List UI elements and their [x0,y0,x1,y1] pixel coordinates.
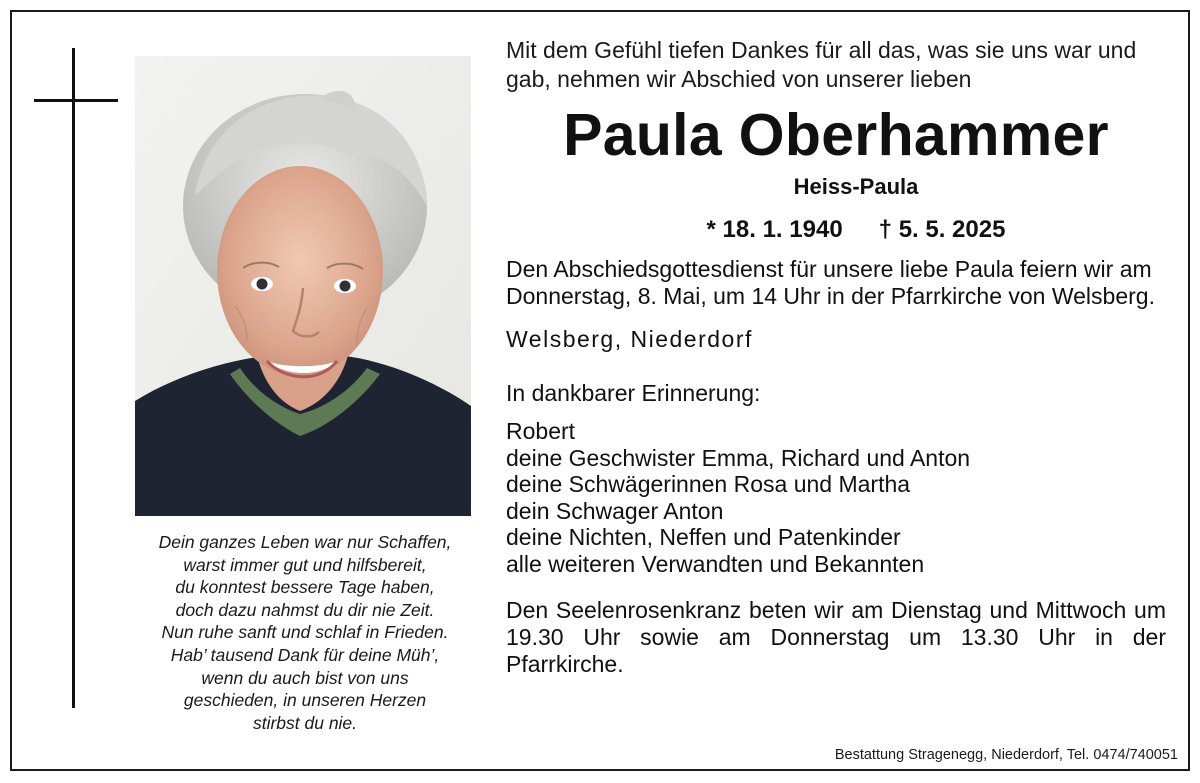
rosary-text: Den Seelenrosenkranz beten wir am Dienstag und Mittwoch um 19.30 Uhr sowie am Donnerstag um 13.30 Uhr in der Pfarrkirche. [506,597,1166,677]
birth-date: * 18. 1. 1940 [706,216,843,243]
mourner-item: alle weiteren Verwandten und Bekannten [506,550,925,577]
poem-line: wenn du auch bist von uns [201,667,409,688]
mourner-item: deine Schwägerinnen Rosa und Martha [506,471,911,497]
mourner-item: deine Nichten, Neffen und Patenkinder [506,524,901,550]
cross-icon-bar [34,99,118,102]
funeral-home-footer: Bestattung Stragenegg, Niederdorf, Tel. 0474/740051 [834,747,1178,763]
poem-line: Nun ruhe sanft und schlaf in Frieden. [161,622,449,643]
poem-line: stirbst du nie. [252,712,358,733]
cross-icon [72,48,75,708]
mourners-list [506,418,1166,577]
mourner-item: Robert [506,418,576,444]
funeral-service-text: Den Abschiedsgottesdienst für unsere liebe Paula feiern wir am Donnerstag, 8. Mai, um 14 Uhr in der Pfarrkirche von Welsberg. [506,256,1155,309]
poem-line: doch dazu nahmst du dir nie Zeit. [175,599,435,620]
poem-line: Hab’ tausend Dank für deine Müh’, [170,644,440,665]
poem-line: geschieden, in unseren Herzen [183,690,427,711]
memorial-poem [110,531,500,734]
poem-line: Dein ganzes Leben war nur Schaffen, [158,532,452,552]
mourner-item: deine Geschwister Emma, Richard und Anton [506,444,971,471]
portrait-photo [135,56,471,516]
poem-line: du konntest bessere Tage haben, [175,577,435,598]
life-dates [546,214,1166,246]
deceased-name: Paula Oberhammer [563,102,1109,168]
poem-line: warst immer gut und hilfsbereit, [183,554,427,575]
deceased-nickname: Heiss-Paula [793,174,919,199]
places-text: Welsberg, Niederdorf [506,326,753,352]
death-date: † 5. 5. 2025 [878,216,1006,243]
obituary-text-column [506,36,1166,678]
intro-text: Mit dem Gefühl tiefen Dankes für all das, was sie uns war und gab, nehmen wir Abschied von unserer lieben [506,37,1137,92]
mourner-item: dein Schwager Anton [506,497,724,524]
thanks-heading: In dankbarer Erinnerung: [506,380,761,406]
